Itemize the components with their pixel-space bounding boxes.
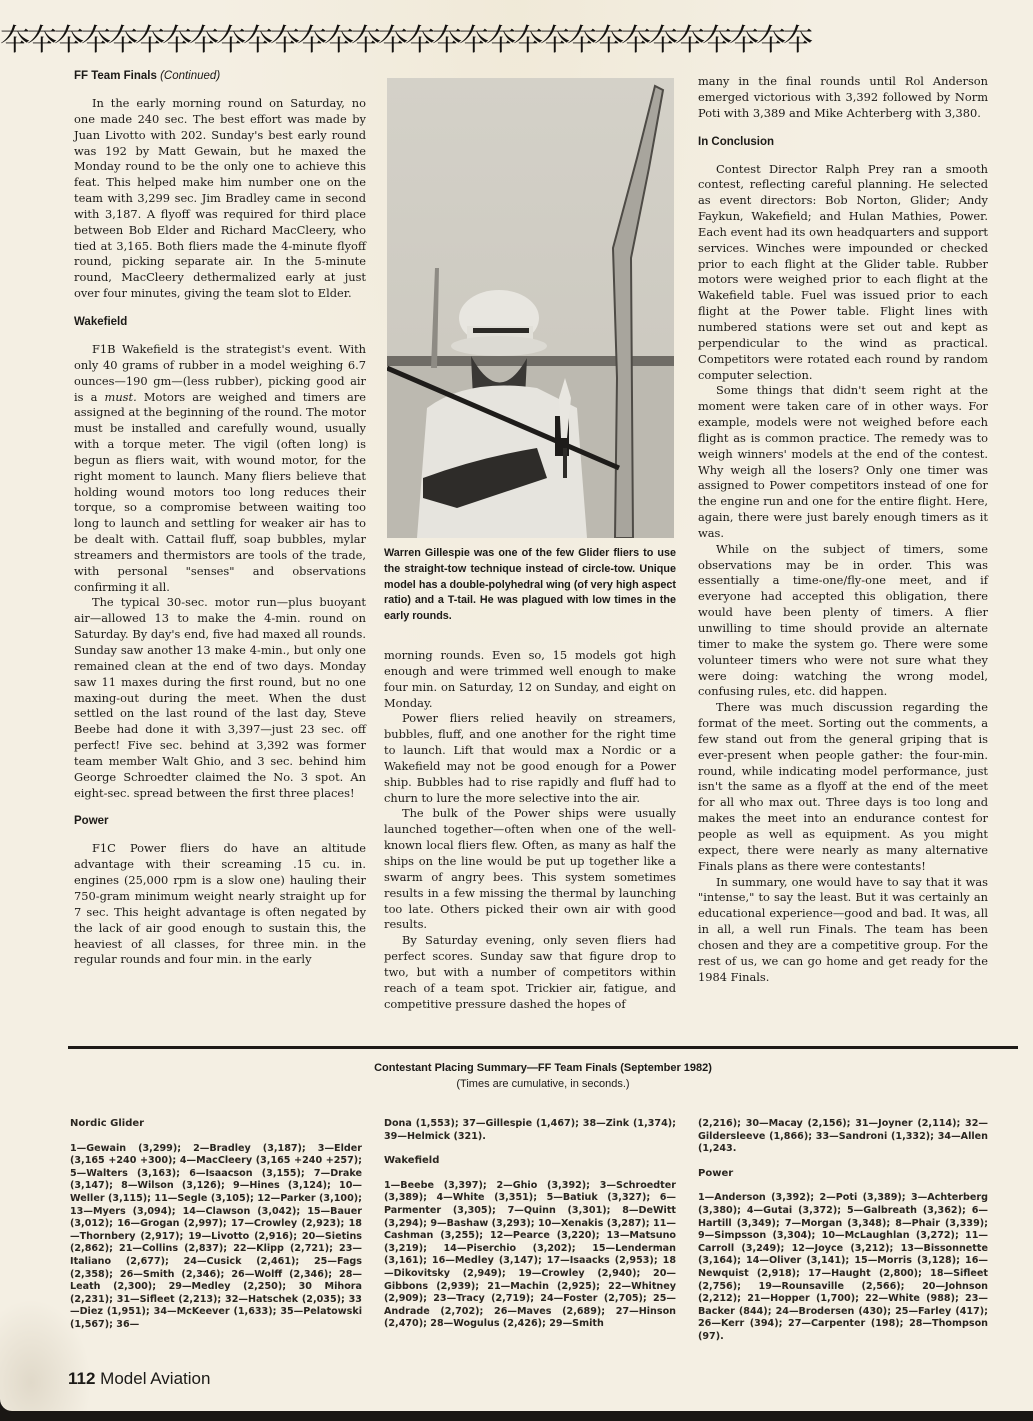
section-title: FF Team Finals: [74, 70, 157, 82]
paragraph: morning rounds. Even so, 15 models got high enough and were trimmed well enough to make four min. on Saturday, 12 on Sunday, and eight on Monday.: [384, 648, 676, 710]
publication-name: Model Aviation: [100, 1369, 211, 1388]
results-list-power: 1—Anderson (3,392); 2—Poti (3,389); 3—Achterberg (3,380); 4—Gutai (3,372); 5—Galbreath (3,362); 6—Hartill (3,349); 7—Morgan (3,348); 8—Phair (3,339); 9—Simpsson (3,304); 10—McLaughlan (3,272); 11—Carroll (3,249); 12—Joyce (3,212); 13—Bissonnette (3,164); 14—Oliver (3,141); 15—Morris (3,128); 16—Newquist (2,918); 17—Haught (2,800); 18—Sifleet (2,756); 19—Rounsaville (2,566); 20—Johnson (2,212); 21—Hopper (1,700); 22—White (988); 23—Backer (844); 24—Brodersen (430); 25—Farley (417); 26—Kerr (394); 27—Carpenter (198); 28—Thompson (97).: [698, 1192, 988, 1342]
page-footer: [68, 1369, 210, 1389]
results-list-wakefield: 1—Beebe (3,397); 2—Ghio (3,392); 3—Schroedter (3,389); 4—White (3,351); 5—Batiuk (3,327); 6—Parmenter (3,305); 7—Quinn (3,301); 8—DeWitt (3,294); 9—Bashaw (3,293); 10—Xenakis (3,287); 11—Cashman (3,255); 12—Pearce (3,220); 13—Matsuno (3,219); 14—Piserchio (3,202); 15—Lenderman (3,161); 16—Medley (3,147); 17—Isaacks (2,953); 18—Dikovitsky (2,949); 19—Crowley (2,940); 20—Gibbons (2,939); 21—Machin (2,925); 22—Whitney (2,909); 23—Tracy (2,719); 24—Foster (2,705); 25—Andrade (2,702); 26—Maves (2,689); 27—Hinson (2,470); 28—Wogulus (2,426); 29—Smith: [384, 1179, 676, 1330]
paragraph: Power fliers relied heavily on streamers, bubbles, fluff, and one another for the right time to launch. Lift that would max a Nordic or a Wakefield may not be good enough for a Power ship. Bubbles had to rise rapidly and fluff had to churn to lure the more selective into the air.: [384, 711, 676, 805]
article-column-1: [74, 68, 366, 968]
results-heading-power: Power: [698, 1167, 734, 1179]
results-title-block: [68, 1060, 1018, 1092]
photo-warren-gillespie: [387, 78, 674, 538]
paragraph: F1C Power fliers do have an altitude advantage with their screaming .15 cu. in. engines (25,000 rpm is a slow one) hauling their 750-gram minimum weight nearly straight up for 7 sec. This height advantage is often negated by the lack of air good enough to sustain this, the heaviest of all classes, for three min. in the regular rounds and four min. in the early: [74, 841, 366, 967]
section-heading-ff-team-finals: [74, 68, 366, 84]
article-column-2: [384, 648, 676, 1012]
paragraph: In summary, one would have to say that it was "intense," to say the least. But it was certainly an educational experience—good and bad. It was, all in all, a well run Finals. The team has been chosen and they are a competitive group. For the rest of us, we can go home and get ready for the 1984 Finals.: [698, 874, 988, 984]
paragraph: many in the final rounds until Rol Anderson emerged victorious with 3,392 followed by Norm Poti with 3,389 and Mike Achterberg with 3,380.: [698, 74, 988, 120]
page-number: 112: [68, 1369, 96, 1388]
paragraph: Contest Director Ralph Prey ran a smooth contest, reflecting careful planning. He selected as event directors: Bob Norton, Glider; Andy Faykun, Wakefield; and Hulan Mathies, Power. Each event had its own headquarters and support services. Winches were impounded or checked prior to each flight at the Glider table. Rubber motors were weighed prior to each flight at the Wakefield table. Fuel was issued prior to each flight at the Power table. Flight lines with numbered stations were set out and kept as perpendicular to the wind as practical. Competitors were rotated each round by random computer selection.: [698, 161, 988, 382]
results-column-2: [384, 1118, 676, 1331]
results-column-3: [698, 1118, 988, 1344]
results-title: Contestant Placing Summary—FF Team Finals (September 1982): [374, 1062, 712, 1074]
results-subtitle: (Times are cumulative, in seconds.): [456, 1078, 630, 1090]
photo-caption: Warren Gillespie was one of the few Glider fliers to use the straight-tow technique instead of circle-tow. Unique model has a double-polyhedral wing (of very high aspect ratio) and a T-tail. He was plagued with low times in the early rounds.: [384, 547, 676, 623]
results-list-nordic: 1—Gewain (3,299); 2—Bradley (3,187); 3—Elder (3,165 +240 +300); 4—MacCleery (3,165 +240 +257); 5—Walters (3,163); 6—Isaacson (3,155); 7—Drake (3,147); 8—Wilson (3,126); 9—Hines (3,124); 10—Weller (3,115); 11—Segle (3,105); 12—Parker (3,100); 13—Myers (3,094); 14—Clawson (3,042); 15—Bauer (3,012); 16—Grogan (2,997); 17—Crowley (2,923); 18—Thornbery (2,917); 19—Livotto (2,916); 20—Sietins (2,862); 21—Collins (2,837); 22—Klipp (2,721); 23—Italiano (2,677); 24—Cusick (2,461); 25—Fags (2,358); 26—Smith (2,346); 26—Wolff (2,346); 28—Leath (2,300); 29—Medley (2,250); 30 Mihora (2,231); 31—Sifleet (2,213); 32—Hatschek (2,035); 33—Diez (1,951); 34—McKeever (1,633); 35—Pelatowski (1,567); 36—: [70, 1142, 362, 1330]
results-list-wakefield-continued: (2,216); 30—Macay (2,156); 31—Joyner (2,114); 32—Gildersleeve (1,866); 33—Sandroni (1,332); 34—Allen (1,243.: [698, 1118, 988, 1155]
decorative-header-band: 夲夲夲夲夲夲夲夲夲夲夲夲夲夲夲夲夲夲夲夲夲夲夲夲夲夲夲夲夲夲: [0, 23, 810, 58]
paragraph: The typical 30-sec. motor run—plus buoyant air—allowed 13 to make the 4-min. round on Saturday. By day's end, five had maxed all rounds. Sunday saw another 13 make 4-min., but only one remained clean at the end of two days. Monday saw 11 maxes during the first round, but no one maxing-out during the meet. When the dust settled on the last round of the last day, Steve Beebe had done it with 3,397—just 23 sec. off perfect! Five sec. behind at 3,392 was former team member Walt Ghio, and 3 sec. behind him George Schroedter claimed the No. 3 spot. An eight-sec. spread between the first three places!: [74, 595, 366, 800]
paragraph: In the early morning round on Saturday, no one made 240 sec. The best effort was made by Juan Livotto with 202. Sunday's best early round was 192 by Matt Gewain, but he maxed the Monday round to be the only one to achieve this feat. This helped make him number one on the team with 3,299 sec. Jim Bradley came in second with 3,187. A flyoff was required for third place between Bob Elder and Richard MacCleery, who tied at 3,165. Both fliers made the 4-minute flyoff round, picking separate air. In the 5-minute round, MacCleery dethermalized early at just over four minutes, giving the team slot to Elder.: [74, 96, 366, 301]
continued-label: (Continued): [160, 70, 221, 82]
paragraph: Some things that didn't seem right at the moment were taken care of in other ways. For example, models were not weighed before each flight as is common practice. The remedy was to weigh winners' models at the end of the contest. Why weigh all the losers? Only one timer was assigned to Power competitors instead of one for the engine run and one for the entire flight. Here, again, there were just barely enough timers as it was.: [698, 383, 988, 540]
paragraph-text: Motors are weighed and timers are assigned at the beginning of the round. The motor must be installed and carefully wound, usually with a torque meter. The vigil (often long) is begun as fliers wait, with wound motor, for the right moment to launch. Many fliers believe that holding wound motors too long reduces their torque, so a compromise between waiting too long to launch and settling for weaker air has to be dealt with. Cattail fluff, soap bubbles, mylar streamers and thermistors are tools of the trade, with personal "senses" and observations confirming it all.: [74, 389, 366, 594]
paragraph: [74, 342, 366, 596]
results-heading-wakefield: Wakefield: [384, 1155, 440, 1167]
photo-illustration: [387, 78, 674, 538]
article-column-3: [698, 74, 988, 985]
section-heading-power: Power: [74, 815, 109, 828]
paragraph: There was much discussion regarding the format of the meet. Sorting out the comments, a few stand out from the general griping that is ever-present when people gather: the four-min. round, while indicating model performance, just isn't the same as a flyoff at the end of the meet for all who max out. Three days is too long and makes the meet into an endurance contest for people as well as equipment. As you might expect, there were nearly as many alternative Finals plans as there were contestants!: [698, 700, 988, 873]
paragraph: The bulk of the Power ships were usually launched together—often when one of the well-known local fliers flew. Often, as many as half the ships on the line would be put up together like a swarm of angry bees. This system sometimes results in a few missing the thermal by launching too late. Others picked their own air with good results.: [384, 806, 676, 932]
section-heading-in-conclusion: In Conclusion: [698, 135, 775, 148]
results-column-1: [70, 1118, 362, 1332]
results-heading-nordic-glider: Nordic Glider: [70, 1118, 145, 1129]
paragraph-text: F1B Wakefield is the strategist's event. With only 40 grams of rubber in a model weighing 6.7 ounces—190 gm—(less rubber), picking good air is a: [74, 341, 366, 404]
results-list-nordic-continued: Dona (1,553); 37—Gillespie (1,467); 38—Zink (1,374); 39—Helmick (321).: [384, 1118, 676, 1142]
section-divider: [68, 1046, 1018, 1049]
emphasis-text: must.: [104, 389, 137, 404]
paragraph: By Saturday evening, only seven fliers had perfect scores. Sunday saw that figure drop to two, but with a number of competitors within reach of a team spot. Trickier air, fatigue, and competitive pressure dashed the hopes of: [384, 933, 676, 1011]
section-heading-wakefield: Wakefield: [74, 315, 128, 328]
paragraph: While on the subject of timers, some observations may be in order. This was essentially a time-one/fly-one meet, and if everyone had accepted this obligation, there would have been plenty of timers. A flier unwilling to time should provide an alternate timer to make the system go. There were some volunteer timers who were not sure what they were doing: watching the wrong model, confusing rules, etc. did happen.: [698, 541, 988, 699]
